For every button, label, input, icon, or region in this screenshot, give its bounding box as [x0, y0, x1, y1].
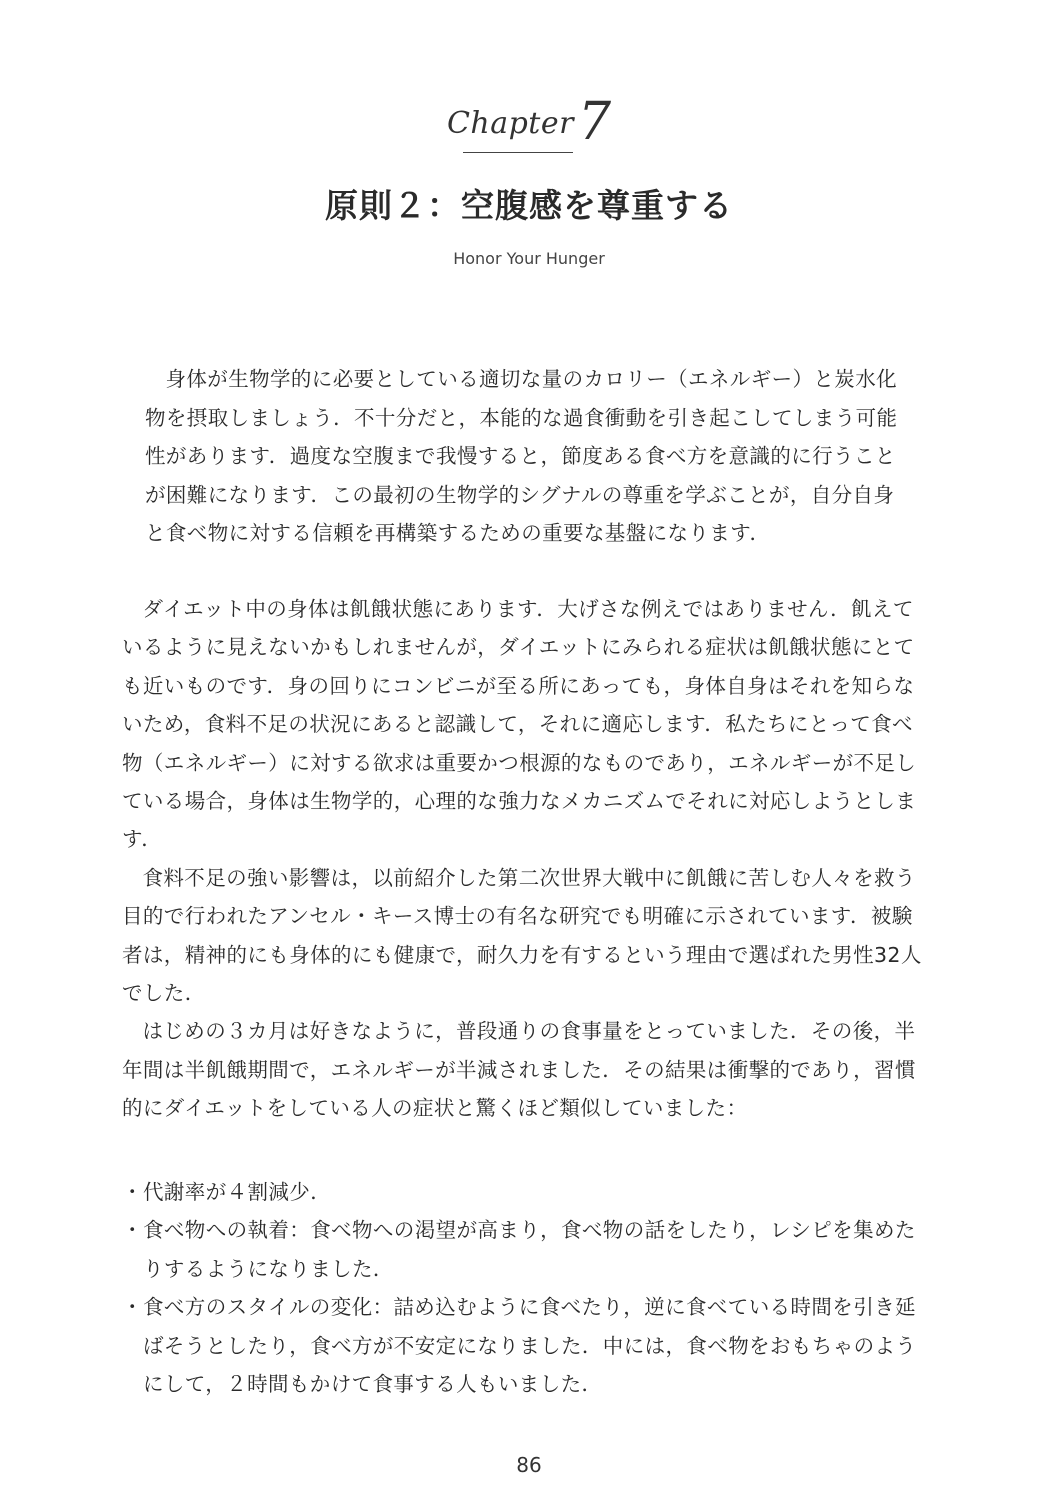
- list-item: [122, 1288, 922, 1403]
- chapter-label: Chapter: [446, 106, 574, 141]
- body-text: [122, 590, 922, 1128]
- body-paragraph-2: 食料不足の強い影響は，以前紹介した第二次世界大戦中に飢餓に苦しむ人々を救う目的で行われたアンセル・キース博士の有名な研究でも明確に示されています．被験者は，精神的にも身体的にも健康で，耐久力を有するという理由で選ばれた男性32人でした．: [122, 865, 922, 1006]
- section-subtitle: Honor Your Hunger: [453, 249, 605, 268]
- list-item-text: 食べ物への執着：食べ物への渇望が高まり，食べ物の話をしたり，レシピを集めたりするようになりました．: [143, 1218, 916, 1281]
- bullet-marker: ・: [122, 1218, 143, 1243]
- list-item-text: 食べ方のスタイルの変化：詰め込むように食べたり，逆に食べている時間を引き延ばそうとしたり，食べ方が不安定になりました．中には，食べ物をおもちゃのようにして，２時間もかけて食事する人もいました．: [143, 1295, 917, 1397]
- list-item: [122, 1173, 922, 1211]
- page-number: 86: [516, 1453, 542, 1477]
- section-title: 原則２：空腹感を尊重する: [325, 186, 733, 225]
- bullet-marker: ・: [122, 1295, 143, 1320]
- chapter-heading: [0, 92, 1058, 152]
- list-item-text: 代謝率が４割減少．: [143, 1180, 332, 1204]
- chapter-number: 7: [577, 92, 612, 152]
- symptom-list: [122, 1173, 922, 1403]
- list-item: [122, 1211, 922, 1288]
- lead-summary: [145, 360, 905, 553]
- lead-paragraph: 身体が生物学的に必要としている適切な量のカロリー（エネルギー）と炭水化物を摂取しましょう．不十分だと，本能的な過食衝動を引き起こしてしまう可能性があります．過度な空腹まで我慢すると，節度ある食べ方を意識的に行うことが困難になります．この最初の生物学的シグナルの尊重を学ぶことが，自分自身と食べ物に対する信頼を再構築するための重要な基盤になります．: [145, 367, 898, 545]
- body-paragraph-3: はじめの３カ月は好きなように，普段通りの食事量をとっていました．その後，半年間は半飢餓期間で，エネルギーが半減されました．その結果は衝撃的であり，習慣的にダイエットをしている人の症状と驚くほど類似していました：: [122, 1019, 916, 1121]
- bullet-marker: ・: [122, 1180, 143, 1204]
- chapter-underline: [463, 152, 573, 153]
- body-paragraph-1: ダイエット中の身体は飢餓状態にあります．大げさな例えではありません．飢えているように見えないかもしれませんが，ダイエットにみられる症状は飢餓状態にとても近いものです．身の回りにコンビニが至る所にあっても，身体自身はそれを知らないため，食料不足の状況にあると認識して，それに適応します．私たちにとって食べ物（エネルギー）に対する欲求は重要かつ根源的なものであり，エネルギーが不足している場合，身体は生物学的，心理的な強力なメカニズムでそれに対応しようとします．: [122, 597, 917, 852]
